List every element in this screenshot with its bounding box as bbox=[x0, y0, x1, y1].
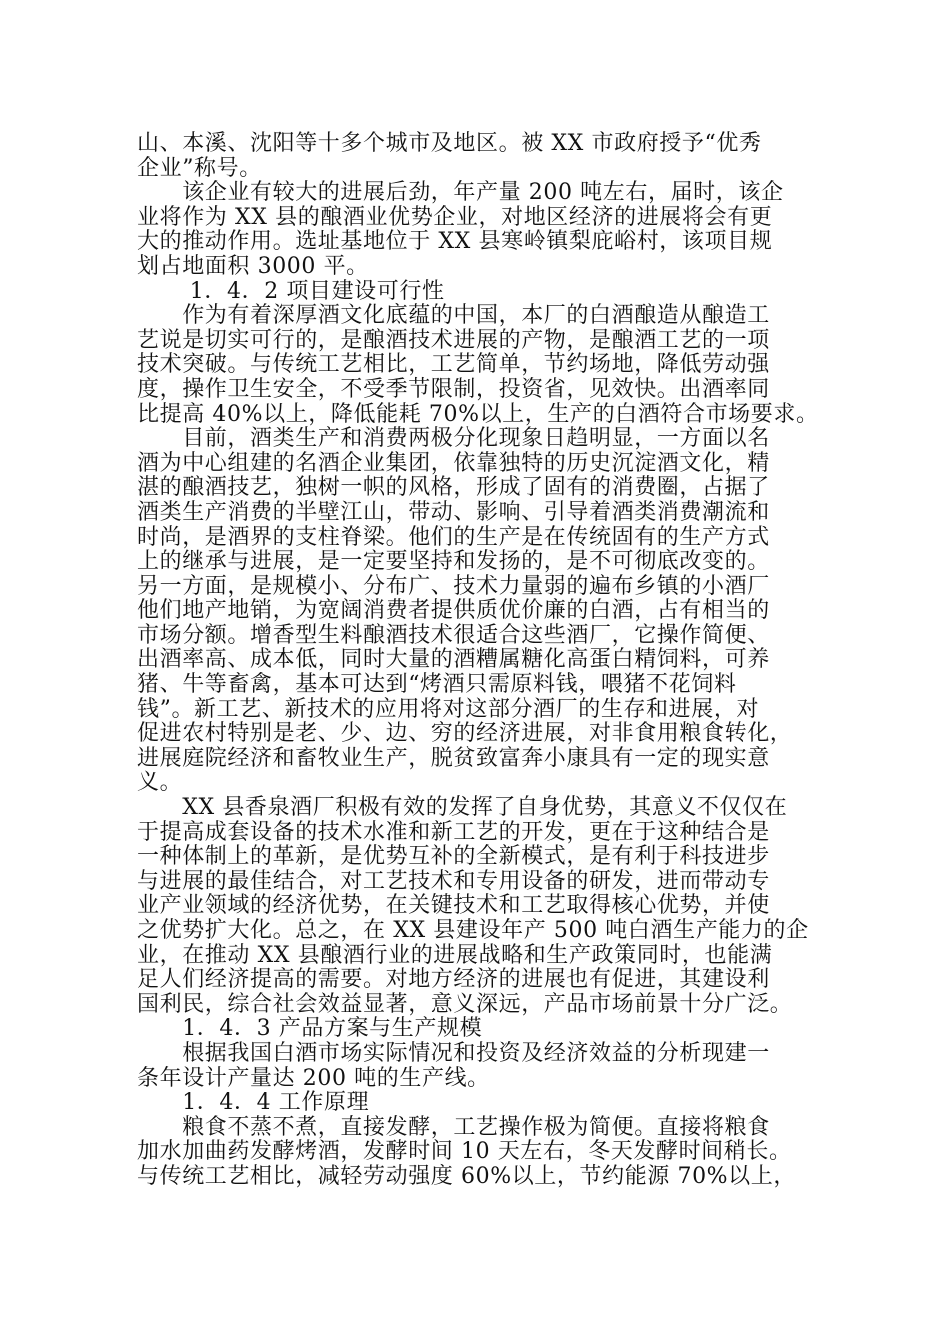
body-text bbox=[137, 132, 837, 1190]
text-line: 时尚，是酒界的支柱脊梁。他们的生产是在传统固有的生产方式 bbox=[137, 524, 770, 550]
text-line: 业，在推动 XX 县酿酒行业的进展战略和生产政策同时，也能满 bbox=[137, 942, 773, 968]
section-heading: 1．4．2 项目建设可行性 bbox=[137, 278, 445, 304]
text-line: 与传统工艺相比，减轻劳动强度 60%以上，节约能源 70%以上， bbox=[137, 1163, 796, 1189]
text-line: 市场分额。增香型生料酿酒技术很适合这些酒厂，它操作简便、 bbox=[137, 622, 770, 648]
text-line: 比提高 40%以上，降低能耗 70%以上，生产的白酒符合市场要求。 bbox=[137, 401, 819, 427]
text-line: 度，操作卫生安全，不受季节限制，投资省，见效快。出酒率同 bbox=[137, 376, 770, 402]
text-line: 大的推动作用。选址基地位于 XX 县寒岭镇梨庇峪村，该项目规 bbox=[137, 229, 773, 255]
text-line: 条年设计产量达 200 吨的生产线。 bbox=[137, 1065, 490, 1091]
text-line: 根据我国白酒市场实际情况和投资及经济效益的分析现建一 bbox=[137, 1040, 770, 1066]
text-line: 该企业有较大的进展后劲，年产量 200 吨左右，届时，该企 bbox=[137, 180, 784, 206]
text-line: 义。 bbox=[137, 770, 183, 796]
text-line: 作为有着深厚酒文化底蕴的中国，本厂的白酒酿造从酿造工 bbox=[137, 303, 770, 329]
text-line: 技术突破。与传统工艺相比，工艺简单，节约场地，降低劳动强 bbox=[137, 352, 770, 378]
text-line: 于提高成套设备的技术水准和新工艺的开发，更在于这种结合是 bbox=[137, 819, 770, 845]
text-line: 酒为中心组建的名酒企业集团，依靠独特的历史沉淀酒文化，精 bbox=[137, 450, 770, 476]
text-line: 艺说是切实可行的，是酿酒技术进展的产物，是酿酒工艺的一项 bbox=[137, 327, 770, 353]
text-line: 酒类生产消费的半壁江山，带动、影响、引导着酒类消费潮流和 bbox=[137, 499, 770, 525]
text-line: 足人们经济提高的需要。对地方经济的进展也有促进，其建设利 bbox=[137, 967, 770, 993]
text-line: 加水加曲药发酵烤酒，发酵时间 10 天左右，冬天发酵时间稍长。 bbox=[137, 1139, 792, 1165]
text-line: 促进农村特别是老、少、边、穷的经济进展，对非食用粮食转化， bbox=[137, 721, 793, 747]
text-line: 粮食不蒸不煮，直接发酵，工艺操作极为简便。直接将粮食 bbox=[137, 1114, 770, 1140]
text-line: 上的继承与进展，是一定要坚持和发扬的，是不可彻底改变的。 bbox=[137, 549, 770, 575]
text-line: 钱”。新工艺、新技术的应用将对这部分酒厂的生存和进展，对 bbox=[137, 696, 760, 722]
text-line: 一种体制上的革新，是优势互补的全新模式，是有利于科技进步 bbox=[137, 844, 770, 870]
text-line: 国利民，综合社会效益显著，意义深远，产品市场前景十分广泛。 bbox=[137, 991, 793, 1017]
text-line: 企业”称号。 bbox=[137, 155, 262, 181]
text-line: 进展庭院经济和畜牧业生产，脱贫致富奔小康具有一定的现实意 bbox=[137, 745, 770, 771]
section-heading: 1．4．3 产品方案与生产规模 bbox=[137, 1016, 483, 1042]
text-line: 另一方面，是规模小、分布广、技术力量弱的遍布乡镇的小酒厂 bbox=[137, 573, 770, 599]
text-line: 猪、牛等畜禽，基本可达到“烤酒只需原料钱，喂猪不花饲料 bbox=[137, 672, 737, 698]
text-line: 他们地产地销，为宽阔消费者提供质优价廉的白酒，占有相当的 bbox=[137, 598, 770, 624]
text-line: 业将作为 XX 县的酿酒业优势企业，对地区经济的进展将会有更 bbox=[137, 204, 773, 230]
text-line: 业产业领域的经济优势，在关键技术和工艺取得核心优势，并使 bbox=[137, 893, 770, 919]
text-line: 山、本溪、沈阳等十多个城市及地区。被 XX 市政府授予“优秀 bbox=[137, 131, 762, 156]
text-line: XX 县香泉酒厂积极有效的发挥了自身优势，其意义不仅仅在 bbox=[137, 795, 788, 821]
text-line: 湛的酿酒技艺，独树一帜的风格，形成了固有的消费圈，占据了 bbox=[137, 475, 770, 501]
text-line: 之优势扩大化。总之，在 XX 县建设年产 500 吨白酒生产能力的企 bbox=[137, 918, 809, 943]
text-line: 目前，酒类生产和消费两极分化现象日趋明显，一方面以名 bbox=[137, 426, 770, 452]
text-line: 划占地面积 3000 平。 bbox=[137, 253, 369, 279]
section-heading: 1．4．4 工作原理 bbox=[137, 1090, 370, 1116]
text-line: 与进展的最佳结合，对工艺技术和专用设备的研发，进而带动专 bbox=[137, 868, 770, 894]
text-line: 出酒率高、成本低，同时大量的酒糟属糖化高蛋白精饲料，可养 bbox=[137, 647, 770, 673]
